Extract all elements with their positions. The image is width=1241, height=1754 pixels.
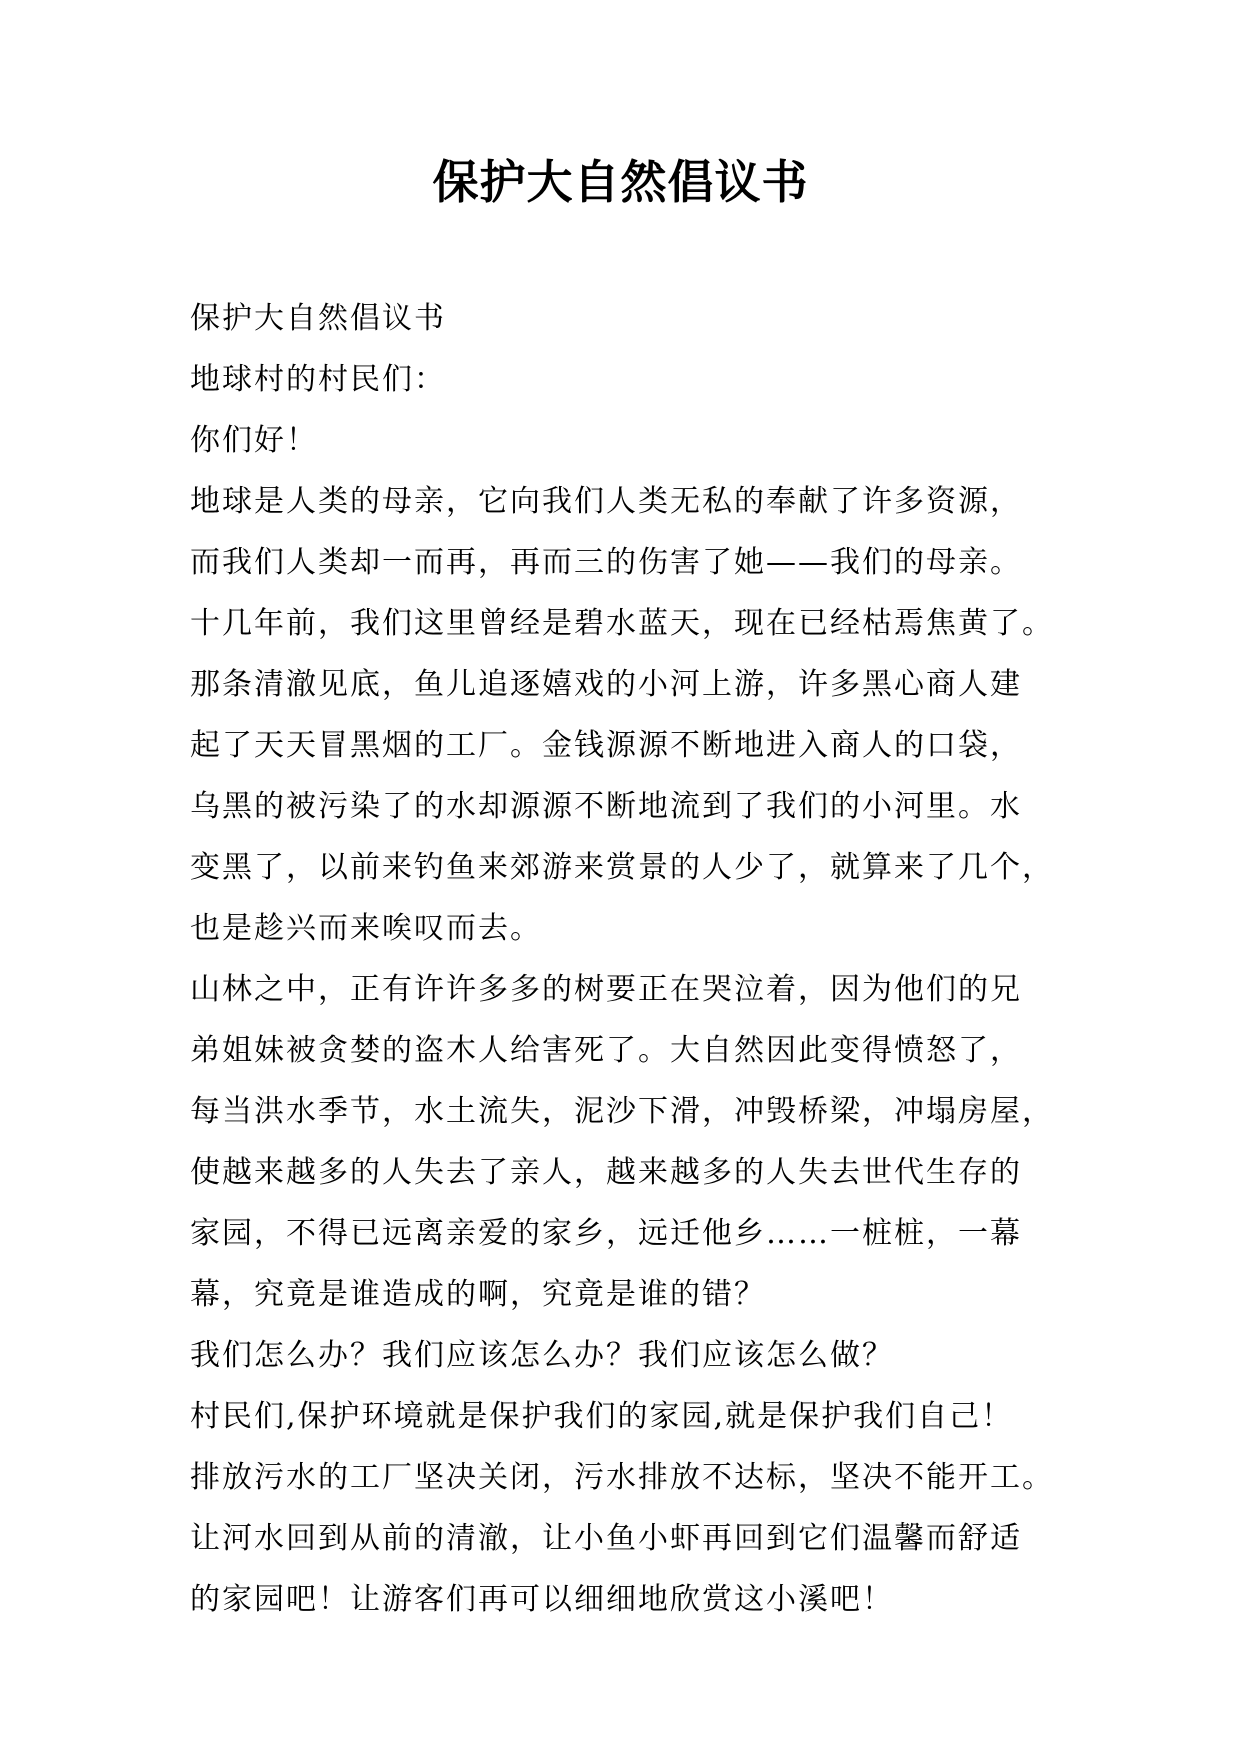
text-line: 山林之中，正有许许多多的树要正在哭泣着，因为他们的兄 xyxy=(190,972,1022,1007)
text-line: 每当洪水季节，水土流失，泥沙下滑，冲毁桥梁，冲塌房屋， xyxy=(190,1094,1054,1129)
text-line: 弟姐妹被贪婪的盗木人给害死了。大自然因此变得愤怒了， xyxy=(190,1033,1022,1068)
text-line: 乌黑的被污染了的水却源源不断地流到了我们的小河里。水 xyxy=(190,789,1022,824)
text-line: 那条清澈见底，鱼儿追逐嬉戏的小河上游，许多黑心商人建 xyxy=(190,667,1022,702)
text-line: 让河水回到从前的清澈，让小鱼小虾再回到它们温馨而舒适 xyxy=(190,1521,1022,1556)
document-body xyxy=(190,288,1070,1630)
text-line: 保护大自然倡议书 xyxy=(190,301,446,336)
document-title: 保护大自然倡议书 xyxy=(432,155,809,209)
text-line: 也是趁兴而来唉叹而去。 xyxy=(190,911,542,946)
text-line: 排放污水的工厂坚决关闭，污水排放不达标，坚决不能开工。 xyxy=(190,1460,1054,1495)
text-line: 的家园吧！让游客们再可以细细地欣赏这小溪吧！ xyxy=(190,1582,894,1617)
text-line: 起了天天冒黑烟的工厂。金钱源源不断地进入商人的口袋， xyxy=(190,728,1022,763)
text-line: 十几年前，我们这里曾经是碧水蓝天，现在已经枯焉焦黄了。 xyxy=(190,606,1054,641)
text-line: 使越来越多的人失去了亲人，越来越多的人失去世代生存的 xyxy=(190,1155,1022,1190)
text-line: 变黑了，以前来钓鱼来郊游来赏景的人少了，就算来了几个， xyxy=(190,850,1054,885)
text-line: 地球是人类的母亲，它向我们人类无私的奉献了许多资源， xyxy=(190,484,1022,519)
text-line: 你们好！ xyxy=(190,423,318,458)
text-line: 我们怎么办？我们应该怎么办？我们应该怎么做？ xyxy=(190,1338,894,1373)
text-line: 地球村的村民们： xyxy=(190,362,446,397)
text-line: 幕，究竟是谁造成的啊，究竟是谁的错？ xyxy=(190,1277,766,1312)
text-line: 家园，不得已远离亲爱的家乡，远迁他乡……一桩桩，一幕 xyxy=(190,1216,1022,1251)
text-line: 而我们人类却一而再，再而三的伤害了她——我们的母亲。 xyxy=(190,545,1022,580)
text-line: 村民们,保护环境就是保护我们的家园,就是保护我们自己！ xyxy=(190,1399,1014,1434)
